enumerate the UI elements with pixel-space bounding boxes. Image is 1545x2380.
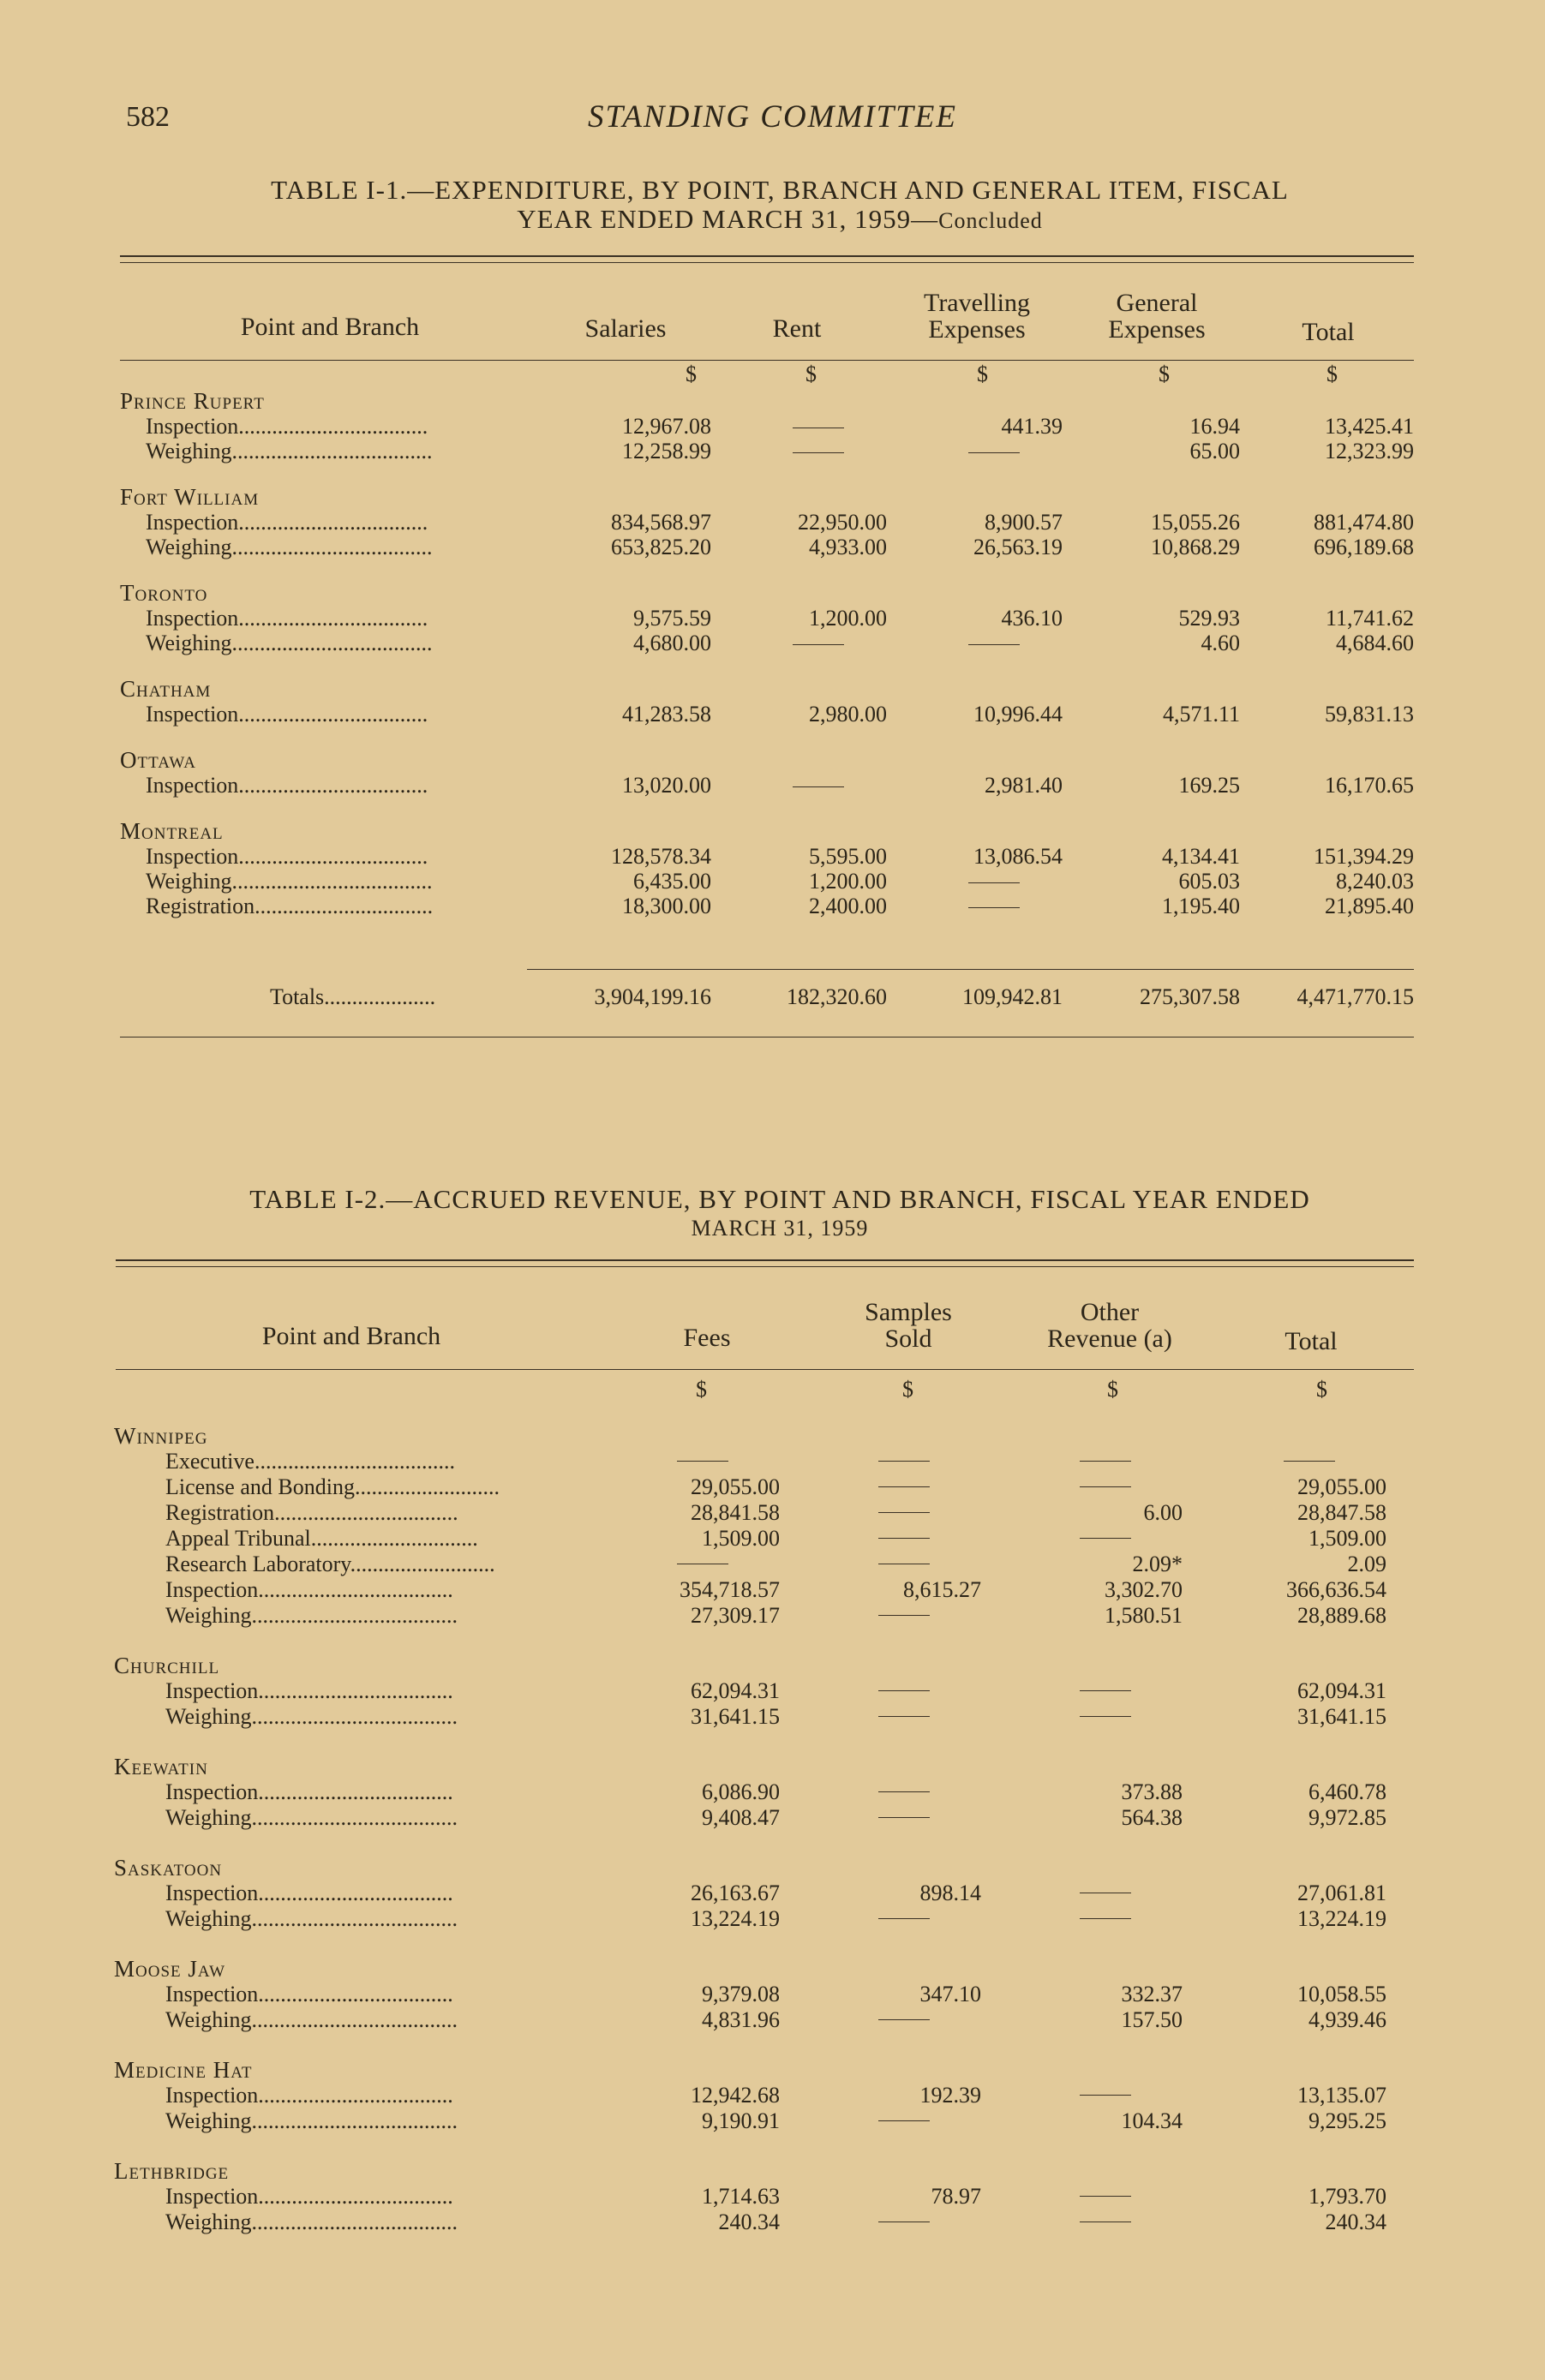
table2-row-label: Inspection................................... bbox=[165, 1982, 453, 2006]
table1-header-general-2: Expenses bbox=[1108, 315, 1206, 344]
table2-rule-header bbox=[116, 1369, 1414, 1370]
table2-row-label: Executive.................................... bbox=[165, 1449, 455, 1474]
table2-cell-total: 240.34 bbox=[1325, 2210, 1386, 2234]
table2-caption bbox=[129, 1185, 1431, 1243]
table1-row-label: Weighing.................................... bbox=[146, 631, 433, 655]
table2-caption-line2: MARCH 31, 1959 bbox=[691, 1216, 869, 1241]
table1-row-label: Inspection.................................. bbox=[146, 702, 428, 727]
table2-cell-dash bbox=[1080, 2196, 1131, 2197]
table1-rule-header bbox=[120, 360, 1414, 361]
table2-cell-fees: 62,094.31 bbox=[691, 1678, 780, 1703]
table2-row-label: Weighing..................................... bbox=[165, 2210, 458, 2234]
table1-cell-dash bbox=[793, 786, 844, 787]
table1-cell-total: 696,189.68 bbox=[1314, 535, 1414, 559]
table2-cell-samples: 898.14 bbox=[919, 1881, 981, 1905]
table1-cell-salaries: 18,300.00 bbox=[622, 894, 711, 918]
table1-caption bbox=[129, 176, 1431, 236]
table1-cell-salaries: 4,680.00 bbox=[633, 631, 711, 655]
table2-cell-fees: 9,408.47 bbox=[702, 1805, 780, 1830]
table1-cell-travelling: 26,563.19 bbox=[973, 535, 1063, 559]
table2-cell-fees: 13,224.19 bbox=[691, 1906, 780, 1931]
table1-rule-top-1 bbox=[120, 255, 1414, 257]
table1-cell-total: 8,240.03 bbox=[1336, 869, 1414, 894]
table1-cell-dash bbox=[793, 452, 844, 453]
table2-cell-dash bbox=[878, 1512, 930, 1513]
table2-cell-fees: 9,379.08 bbox=[702, 1982, 780, 2006]
table1-cell-travelling: 2,981.40 bbox=[985, 773, 1063, 798]
page-number: 582 bbox=[126, 101, 170, 133]
table1-group-name: Fort William bbox=[120, 484, 260, 510]
table2-row-label: Weighing..................................... bbox=[165, 1704, 458, 1729]
table2-cell-other: 373.88 bbox=[1121, 1779, 1183, 1804]
table2-cell-total: 9,295.25 bbox=[1308, 2108, 1386, 2133]
table2-row-label: License and Bonding.......................... bbox=[165, 1474, 500, 1499]
table1-cell-general: 529.93 bbox=[1178, 606, 1240, 631]
table1-cell-general: 10,868.29 bbox=[1151, 535, 1240, 559]
table2-cell-total: 27,061.81 bbox=[1297, 1881, 1386, 1905]
table1-header-general-1: General bbox=[1116, 289, 1198, 317]
table2-cell-dash bbox=[1080, 1690, 1131, 1691]
table1-cell-rent: 22,950.00 bbox=[798, 510, 887, 535]
table1-group-name: Ottawa bbox=[120, 747, 196, 773]
table1-cell-general: 4,134.41 bbox=[1162, 844, 1240, 869]
table1-row-label: Inspection.................................. bbox=[146, 510, 428, 535]
table2-cell-dash bbox=[1080, 2095, 1131, 2096]
table2-cell-samples: 8,615.27 bbox=[903, 1577, 981, 1602]
table2-cell-fees: 6,086.90 bbox=[702, 1779, 780, 1804]
table1-cell-total: 881,474.80 bbox=[1314, 510, 1414, 535]
table1-cell-salaries: 41,283.58 bbox=[622, 702, 711, 727]
table2-cell-samples: 78.97 bbox=[931, 2184, 981, 2209]
table2-cell-other: 157.50 bbox=[1121, 2007, 1183, 2032]
table1-totals-total: 4,471,770.15 bbox=[1296, 984, 1414, 1009]
table1-row-label: Inspection.................................. bbox=[146, 606, 428, 631]
table2-cell-total: 13,224.19 bbox=[1297, 1906, 1386, 1931]
table1-totals-salaries: 3,904,199.16 bbox=[594, 984, 711, 1009]
table2-group-name: Saskatoon bbox=[114, 1855, 223, 1881]
table2-group-name: Keewatin bbox=[114, 1754, 208, 1779]
table2-row-label: Appeal Tribunal.............................. bbox=[165, 1526, 478, 1551]
table2-cell-total: 2.09 bbox=[1347, 1552, 1386, 1576]
table2-header-samples bbox=[823, 1299, 994, 1352]
table1-row-label: Inspection.................................. bbox=[146, 414, 428, 439]
table1-group-name: Prince Rupert bbox=[120, 388, 265, 414]
table2-cell-fees: 29,055.00 bbox=[691, 1474, 780, 1499]
table1-group-name: Toronto bbox=[120, 580, 208, 606]
table2-cell-other: 332.37 bbox=[1121, 1982, 1183, 2006]
table2-header-fees: Fees bbox=[683, 1324, 731, 1352]
table2-unit-total: $ bbox=[1316, 1377, 1327, 1402]
table2-cell-fees: 354,718.57 bbox=[680, 1577, 780, 1602]
table2-unit-samples: $ bbox=[902, 1377, 913, 1402]
table2-cell-dash bbox=[878, 1486, 930, 1487]
table2-cell-other: 6.00 bbox=[1143, 1500, 1183, 1525]
table1-cell-general: 4,571.11 bbox=[1162, 702, 1240, 727]
table1-caption-line2 bbox=[129, 205, 1431, 236]
table2-header-point: Point and Branch bbox=[261, 1322, 441, 1350]
table2-cell-fees: 31,641.15 bbox=[691, 1704, 780, 1729]
table1-group-name: Montreal bbox=[120, 818, 224, 844]
table2-cell-dash bbox=[878, 1538, 930, 1539]
table2-cell-total: 13,135.07 bbox=[1297, 2083, 1386, 2108]
table2-row-label: Inspection................................... bbox=[165, 1577, 453, 1602]
table1-unit-rent: $ bbox=[805, 362, 817, 386]
table2-group-name: Lethbridge bbox=[114, 2158, 230, 2184]
table1-totals-rent: 182,320.60 bbox=[787, 984, 887, 1009]
table2-cell-dash bbox=[677, 1461, 728, 1462]
table1-totals-label: Totals.................... bbox=[270, 984, 436, 1009]
table1-cell-salaries: 128,578.34 bbox=[611, 844, 711, 869]
table2-rule-top-2 bbox=[116, 1266, 1414, 1267]
table2-cell-dash bbox=[878, 1817, 930, 1818]
table1-cell-dash bbox=[968, 452, 1020, 453]
table2-cell-fees: 1,509.00 bbox=[702, 1526, 780, 1551]
table2-cell-dash bbox=[1080, 1486, 1131, 1487]
table2-header-other bbox=[1011, 1299, 1208, 1352]
table2-row-label: Inspection................................... bbox=[165, 2083, 453, 2108]
table2-row-label: Registration................................. bbox=[165, 1500, 458, 1525]
table2-row-label: Inspection................................... bbox=[165, 1678, 453, 1703]
table1-cell-rent: 1,200.00 bbox=[809, 869, 887, 894]
table2-cell-total: 29,055.00 bbox=[1297, 1474, 1386, 1499]
table2-cell-dash bbox=[878, 1615, 930, 1616]
table2-cell-dash bbox=[878, 1791, 930, 1792]
table2-row-label: Inspection................................... bbox=[165, 2184, 453, 2209]
table1-header-travelling-1: Travelling bbox=[924, 289, 1030, 317]
table1-cell-general: 169.25 bbox=[1178, 773, 1240, 798]
table1-unit-general: $ bbox=[1159, 362, 1170, 386]
table2-cell-total: 4,939.46 bbox=[1308, 2007, 1386, 2032]
table1-cell-rent: 2,980.00 bbox=[809, 702, 887, 727]
table2-row-label: Weighing..................................... bbox=[165, 2007, 458, 2032]
table1-cell-total: 16,170.65 bbox=[1325, 773, 1414, 798]
table2-cell-dash bbox=[878, 1690, 930, 1691]
table2-cell-dash bbox=[1284, 1461, 1335, 1462]
table2-group-name: Moose Jaw bbox=[114, 1956, 226, 1982]
table2-cell-fees: 1,714.63 bbox=[702, 2184, 780, 2209]
table2-header-total: Total bbox=[1285, 1327, 1338, 1355]
table1-header-point: Point and Branch bbox=[240, 313, 420, 341]
table2-cell-total: 10,058.55 bbox=[1297, 1982, 1386, 2006]
table1-cell-rent: 5,595.00 bbox=[809, 844, 887, 869]
table1-caption-line2-main: YEAR ENDED MARCH 31, 1959— bbox=[517, 204, 939, 234]
table2-cell-other: 1,580.51 bbox=[1105, 1603, 1183, 1628]
table1-cell-travelling: 13,086.54 bbox=[973, 844, 1063, 869]
table1-unit-travelling: $ bbox=[977, 362, 988, 386]
table1-row-label: Weighing.................................... bbox=[146, 869, 433, 894]
table2-row-label: Research Laboratory.......................... bbox=[165, 1552, 495, 1576]
table1-header-rent: Rent bbox=[772, 314, 822, 343]
table2-cell-fees: 240.34 bbox=[718, 2210, 780, 2234]
table1-row-label: Weighing.................................... bbox=[146, 535, 433, 559]
table2-header-other-1: Other bbox=[1080, 1298, 1140, 1326]
table1-row-label: Registration................................ bbox=[146, 894, 434, 918]
table1-cell-rent: 1,200.00 bbox=[809, 606, 887, 631]
table2-rule-top-1 bbox=[116, 1259, 1414, 1261]
table1-cell-salaries: 9,575.59 bbox=[633, 606, 711, 631]
table1-rule-top-2 bbox=[120, 262, 1414, 263]
table1-cell-travelling: 10,996.44 bbox=[973, 702, 1063, 727]
table2-cell-dash bbox=[1080, 1461, 1131, 1462]
table1-cell-dash bbox=[968, 882, 1020, 883]
running-head: STANDING COMMITTEE bbox=[587, 99, 958, 135]
table2-cell-dash bbox=[878, 2120, 930, 2121]
table2-caption-line1: TABLE I-2.—ACCRUED REVENUE, BY POINT AND BRANCH, FISCAL YEAR ENDED bbox=[249, 1184, 1310, 1214]
table2-cell-samples: 192.39 bbox=[919, 2083, 981, 2108]
table2-cell-dash bbox=[878, 1918, 930, 1919]
table1-header-salaries: Salaries bbox=[584, 314, 667, 343]
table2-row-label: Weighing..................................... bbox=[165, 1906, 458, 1931]
table2-cell-total: 9,972.85 bbox=[1308, 1805, 1386, 1830]
table2-unit-other: $ bbox=[1107, 1377, 1118, 1402]
table1-cell-general: 1,195.40 bbox=[1162, 894, 1240, 918]
table1-header-general bbox=[1071, 290, 1243, 343]
table2-cell-dash bbox=[878, 1461, 930, 1462]
table1-cell-general: 4.60 bbox=[1201, 631, 1240, 655]
table1-cell-total: 59,831.13 bbox=[1325, 702, 1414, 727]
table1-caption-line1: TABLE I-1.—EXPENDITURE, BY POINT, BRANCH AND GENERAL ITEM, FISCAL bbox=[271, 175, 1289, 205]
table2-row-label: Weighing..................................... bbox=[165, 1603, 458, 1628]
table2-cell-dash bbox=[878, 1716, 930, 1717]
table1-rule-totals bbox=[527, 969, 1414, 970]
table2-cell-dash bbox=[878, 2019, 930, 2020]
table2-cell-total: 31,641.15 bbox=[1297, 1704, 1386, 1729]
table1-cell-total: 21,895.40 bbox=[1325, 894, 1414, 918]
table2-cell-fees: 9,190.91 bbox=[702, 2108, 780, 2133]
table1-rule-bottom bbox=[120, 1037, 1414, 1038]
table2-cell-dash bbox=[1080, 1538, 1131, 1539]
table1-row-label: Weighing.................................... bbox=[146, 439, 433, 463]
table1-caption-concluded: Concluded bbox=[938, 208, 1043, 233]
table1-cell-salaries: 834,568.97 bbox=[611, 510, 711, 535]
table2-cell-total: 1,793.70 bbox=[1308, 2184, 1386, 2209]
table1-cell-salaries: 12,967.08 bbox=[622, 414, 711, 439]
table2-row-label: Weighing..................................... bbox=[165, 2108, 458, 2133]
table1-cell-dash bbox=[968, 644, 1020, 645]
table1-cell-total: 11,741.62 bbox=[1325, 606, 1414, 631]
table1-unit-salaries: $ bbox=[686, 362, 697, 386]
table1-cell-travelling: 441.39 bbox=[1001, 414, 1063, 439]
table1-cell-dash bbox=[793, 644, 844, 645]
table1-cell-salaries: 653,825.20 bbox=[611, 535, 711, 559]
table1-cell-dash bbox=[968, 907, 1020, 908]
table2-cell-total: 28,889.68 bbox=[1297, 1603, 1386, 1628]
table1-row-label: Inspection.................................. bbox=[146, 844, 428, 869]
table2-cell-fees: 26,163.67 bbox=[691, 1881, 780, 1905]
table1-header-travelling bbox=[891, 290, 1063, 343]
table2-cell-total: 366,636.54 bbox=[1286, 1577, 1386, 1602]
table2-cell-dash bbox=[1080, 1918, 1131, 1919]
table2-row-label: Inspection................................... bbox=[165, 1881, 453, 1905]
table2-cell-total: 28,847.58 bbox=[1297, 1500, 1386, 1525]
table1-cell-travelling: 8,900.57 bbox=[985, 510, 1063, 535]
table2-cell-total: 6,460.78 bbox=[1308, 1779, 1386, 1804]
table1-cell-general: 15,055.26 bbox=[1151, 510, 1240, 535]
table1-cell-rent: 2,400.00 bbox=[809, 894, 887, 918]
table2-cell-fees: 28,841.58 bbox=[691, 1500, 780, 1525]
table2-cell-dash bbox=[1080, 1716, 1131, 1717]
table2-unit-fees: $ bbox=[696, 1377, 707, 1402]
table1-cell-travelling: 436.10 bbox=[1001, 606, 1063, 631]
table1-cell-general: 65.00 bbox=[1189, 439, 1240, 463]
table2-header-samples-1: Samples bbox=[865, 1298, 952, 1326]
table2-header-other-2: Revenue (a) bbox=[1047, 1325, 1172, 1353]
table2-group-name: Churchill bbox=[114, 1653, 220, 1678]
table2-cell-samples: 347.10 bbox=[919, 1982, 981, 2006]
table1-unit-total: $ bbox=[1326, 362, 1338, 386]
table2-cell-other: 3,302.70 bbox=[1105, 1577, 1183, 1602]
table2-cell-other: 2.09* bbox=[1132, 1552, 1183, 1576]
table2-cell-other: 564.38 bbox=[1121, 1805, 1183, 1830]
table2-row-label: Weighing..................................... bbox=[165, 1805, 458, 1830]
table1-cell-total: 151,394.29 bbox=[1314, 844, 1414, 869]
table1-header-travelling-2: Expenses bbox=[928, 315, 1026, 344]
table2-row-label: Inspection................................... bbox=[165, 1779, 453, 1804]
table2-header-samples-2: Sold bbox=[884, 1325, 932, 1353]
table2-cell-fees: 4,831.96 bbox=[702, 2007, 780, 2032]
table2-cell-fees: 27,309.17 bbox=[691, 1603, 780, 1628]
table1-totals-general: 275,307.58 bbox=[1140, 984, 1240, 1009]
table2-cell-total: 1,509.00 bbox=[1308, 1526, 1386, 1551]
table1-cell-total: 12,323.99 bbox=[1325, 439, 1414, 463]
table1-totals-travelling: 109,942.81 bbox=[962, 984, 1063, 1009]
table1-cell-general: 605.03 bbox=[1178, 869, 1240, 894]
table1-cell-total: 4,684.60 bbox=[1336, 631, 1414, 655]
table2-group-name: Winnipeg bbox=[114, 1423, 208, 1449]
table2-cell-total: 62,094.31 bbox=[1297, 1678, 1386, 1703]
table1-cell-salaries: 6,435.00 bbox=[633, 869, 711, 894]
table1-cell-salaries: 13,020.00 bbox=[622, 773, 711, 798]
table2-cell-other: 104.34 bbox=[1121, 2108, 1183, 2133]
table1-cell-salaries: 12,258.99 bbox=[622, 439, 711, 463]
table1-cell-general: 16.94 bbox=[1189, 414, 1240, 439]
table2-group-name: Medicine Hat bbox=[114, 2057, 253, 2083]
table1-group-name: Chatham bbox=[120, 676, 212, 702]
table1-cell-total: 13,425.41 bbox=[1325, 414, 1414, 439]
table1-row-label: Inspection.................................. bbox=[146, 773, 428, 798]
table1-cell-rent: 4,933.00 bbox=[809, 535, 887, 559]
table2-cell-fees: 12,942.68 bbox=[691, 2083, 780, 2108]
table1-header-total: Total bbox=[1302, 318, 1355, 346]
